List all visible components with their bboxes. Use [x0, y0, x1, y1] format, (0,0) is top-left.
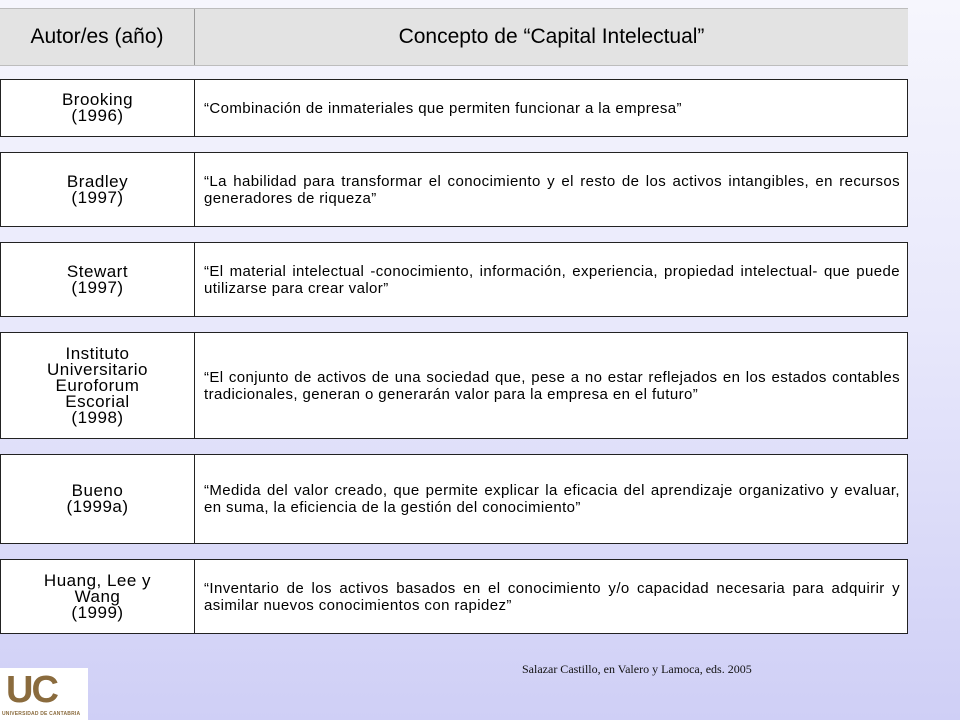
row-concept: “Medida del valor creado, que permite explicar la eficacia del aprendizaje organizativo y evaluar, en suma, la eficiencia de la gestión del conocimiento”	[204, 482, 900, 516]
table-row	[0, 559, 908, 634]
table-row	[0, 79, 908, 137]
table-header	[0, 8, 908, 66]
row-concept: “El material intelectual -conocimiento, información, experiencia, propiedad intelectual- que puede utilizarse para crear valor”	[204, 262, 900, 297]
row-author: Instituto Universitario Euroforum Escorial (1998)	[47, 343, 148, 427]
row-author: Stewart (1997)	[66, 261, 129, 297]
table-row	[0, 152, 908, 227]
header-concepto: Concepto de “Capital Intelectual”	[398, 25, 705, 48]
row-concept: “La habilidad para transformar el conocimiento y el resto de los activos intangibles, en recursos generadores de riqueza”	[204, 172, 900, 207]
row-author: Huang, Lee y Wang (1999)	[43, 570, 152, 622]
logo-subtitle: UNIVERSIDAD DE CANTABRIA	[2, 711, 81, 717]
header-autor: Autor/es (año)	[30, 25, 164, 48]
row-concept: “El conjunto de activos de una sociedad que, pese a no estar reflejados en los estados contables tradicionales, generan o generarán valor para la empresa en el futuro”	[204, 368, 900, 403]
row-author: Bradley (1997)	[66, 171, 129, 207]
table-row	[0, 242, 908, 317]
logo-letters: UC	[6, 669, 57, 711]
row-concept: “Combinación de inmateriales que permiten funcionar a la empresa”	[204, 99, 682, 117]
table-row	[0, 332, 908, 439]
row-concept: “Inventario de los activos basados en el conocimiento y/o capacidad necesaria para adquirir y asimilar nuevos conocimientos con rapidez”	[204, 579, 900, 614]
university-logo	[0, 668, 88, 720]
row-author: Bueno (1999a)	[66, 481, 129, 516]
row-author: Brooking (1996)	[61, 90, 134, 125]
table-row	[0, 454, 908, 544]
source-citation: Salazar Castillo, en Valero y Lamoca, eds. 2005	[522, 662, 752, 676]
